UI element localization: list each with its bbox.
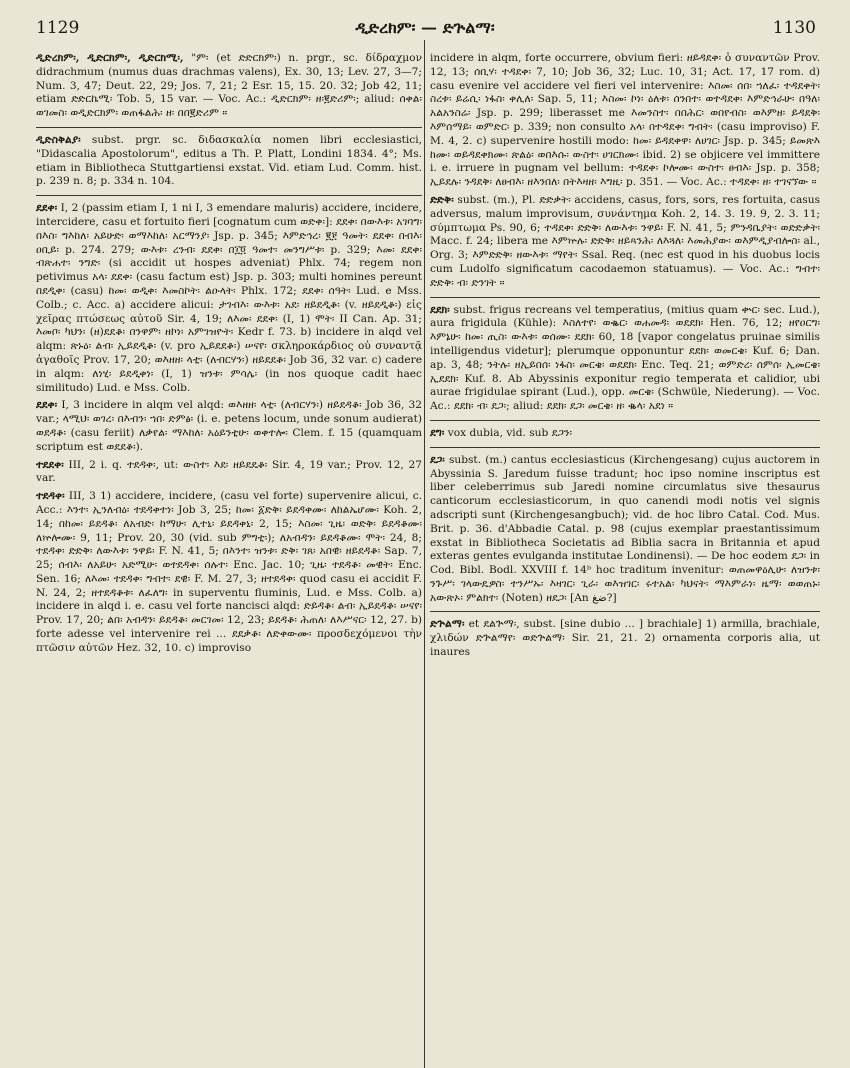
entry-headword: ድድቅ፡	[430, 193, 454, 206]
entry-text: subst. (m.), Pl. ድድቃት፡ accidens, casus, fors, sors, res fortuita, casus adversus, malum improvisum, συνάντημα Koh. 2, 14. 3. 19. 9, 2. 3. 11; σύμπτωμα Ps. 90, 6; ተዳደቀ፡ ድድቅ፡ ለውእቱ፡ ንዋይ፡ F. N. 41, 5; ምንዳቤያት፡ ወድድቃት፡ Macc. f. 24; libera me እምኵሉ፡ ድድቅ፡ ዘይጻንሕ፡ ለእጓለ፡ እመሕያው፡ ወእምዲያብሎስ፡ al., Org. 3; እምድድቅ፡ ዘውእቱ፡ ማየት፡ Ssal. Req. (nec est quod in his duobus locis cum Ludolfo significatum cacodaemon statuamus). — Voc. Ac.: ግብተ፡ ድድቅ፡ ብ፡ ድንገት ።	[430, 193, 820, 289]
dictionary-entry	[36, 459, 422, 487]
dictionary-entry	[430, 194, 820, 291]
entry-text: I, 2 (passim etiam I, 1 ni I, 3 emendare maluris) accidere, incidere, intercidere, casu et fortuito fieri [cognatum cum ወድቀ፡]: ደደቀ፡ በውእቱ፡ አገባግ፡ በእስ፡ ግእከለ፡ አይሁድ፡ ወማእከለ፡ አርማንያ፡ Jsp. p. 345; እምድኅረ፡ ፪፻ ዓመት፡ ደደቀ፡ በብእ፡ ዐቢይ፡ p. 274. 279; ውእቱ፡ ረንብ፡ ደደቀ፡ በ፲፬ ዓመተ፡ መንግሥቱ፡ p. 329; እመ፡ ደደቀ፡ ብጽሐተ፡ ንግድ፡ (si accidit ut hospes adveniat) Phlx. 74; regem non petivimus አላ፡ ደደቀ፡ (casu factum est) Jsp. p. 303; multi homines pereunt በደዲቀ፡ (casu) ከመ፡ ወዲቀ፡ እመስኮት፡ ልዑላት፡ Phlx. 172; ደደቀ፡ ሰዓት፡ Lud. e Mss. Colb.; c. Acc. a) accidere alicui: ታገብእ፡ ውእቱ፡ አደ፡ ዘይደዲቆ፡ (v. ዘይደዲቆ፡) εἰς χεῖρας πτώσεως αὐτοῦ Sir. 4, 19; ለእመ፡ ደደቀ፡ (I, 1) ሞት፡ II Can. Ap. 31; እመቦ፡ ካህን፡ (ዘ)ደደቆ፡ በንዋም፡ ዘኮነ፡ አምገዝዮት፡ Kedr f. 73. b) incidere in alqd vel alqm: ጽኑዕ፡ ልብ፡ ኢይደዲቆ፡ (v. pro ኢይደደቆ፡) ሠናየ፡ σκληροκάρδιος οὐ συναντᾷ ἀγαθοῖς Prov. 17, 20; ወእዘዘ፡ ላቲ፡ (ለብርሃን፡) ዘይደደቆ፡ Job 36, 32 var. c) cadere in alqm: ለነሂ፡ ይደዲቀነ፡ (I, 1) ዝንቱ፡ ምሳሌ፡ (in nos quoque cadit haec similitudo) Lud. e Mss. Colb.	[36, 202, 422, 394]
entry-separator	[36, 127, 422, 128]
right-page-number: 1130	[772, 18, 816, 38]
running-title: ዲድረክም፡ — ድጕልማ፡	[355, 18, 495, 37]
entry-headword: ተደደቀ፡	[36, 458, 64, 471]
right-column	[430, 52, 820, 1068]
entry-headword: ደደክ፡	[430, 303, 450, 316]
dictionary-entry	[430, 454, 820, 606]
dictionary-entry	[430, 304, 820, 414]
left-page-number: 1129	[36, 18, 80, 38]
entry-separator	[36, 195, 422, 196]
dictionary-entry	[36, 52, 422, 121]
entry-text: vox dubia, vid. sub ደጋን፡	[447, 426, 572, 439]
entry-text: III, 3 1) accidere, incidere, (casu vel forte) supervenire alicui, c. Acc.: እንተ፡ ኢንለብዕ፡ ተደዳቀተነ፡ Job 3, 25; ከመ፡ ፩ድቅ፡ ይደዳቀሙ፡ ለከልኤሆሙ፡ Koh. 2, 14; በከመ፡ ይደዳቆ፡ ለአብድ፡ ከማሁ፡ ሊተኒ፡ ይደዳቀኒ፡ 2, 15; እስመ፡ ጊዜ፡ ወድቅ፡ ይደዳቆሙ፡ ለኵሎሙ፡ 9, 11; Prov. 20, 30 (vid. sub ምግቲ፡); ለአብዳን፡ ይደዳቆሙ፡ ሞት፡ 24, 8; ተደዳቀ፡ ድድቅ፡ ለውእቱ፡ ንዋይ፡ F. N. 41, 5; በእንተ፡ ዝንቱ፡ ድቅ፡ ገጸ፡ አበዊ፡ ዘይደዳቆ፡ Sap. 7, 25; ሰብእ፡ ለአይሁ፡ አድሚሁ፡ ወተደዳቀ፡ ሰሉተ፡ Enc. Jac. 10; ጊዜ፡ ተደዳቆ፡ መዊት፡ Enc. Sen. 16; ለእመ፡ ተደዳቀ፡ ግብተ፡ ደዊ፡ F. M. 27, 3; ዘተደዳቀ፡ quod casu ei accidit F. N. 24, 2; ዘተደዳቆቱ፡ ለፈለግ፡ in superventu fluminis, Lud. e Mss. Colb. a) incidere in alqd i. e. casu vel forte nancisci alqd: ድይዳቆ፡ ልብ፡ ኢይደዳቆ፡ ሠናየ፡ Prov. 17, 20; ልበ፡ አብዳን፡ ይደዳቆ፡ መርገመ፡ 12, 23; ይደዳቆ፡ ሕጠለ፡ ለእሥናር፡ 12, 27. b) forte adesse vel intervenire rei ... ደደቃቆ፡ ለድቀውሙ፡ προσδεχόμενοι τὴν πτῶσιν αὐτῶν Hez. 32, 10. c) improviso	[36, 490, 422, 654]
left-column	[36, 52, 422, 1068]
entry-separator	[430, 447, 820, 448]
entry-headword: ደደቀ፡	[36, 202, 58, 215]
dictionary-entry	[36, 490, 422, 656]
entry-separator	[430, 420, 820, 421]
dictionary-entry-continued	[430, 52, 820, 190]
entry-text: subst. prgr. sc. διδασκαλία nomen libri ecclesiastici, "Didascalia Apostolorum", editus a Th. P. Platt, Londini 1834. 4°; Ms. etiam in Bibliotheca Stuttgartiensi exstat. Vid. etiam Lud. Comm. hist. p. 239 n. 8; p. 334 n. 104.	[36, 133, 422, 188]
entry-headword: ደጋ፡	[430, 453, 445, 466]
page-header	[0, 0, 850, 48]
entry-text: "ም፡ (et ድድርክም፡) n. prgr., sc. δίδραχμον didrachmum (numus duas drachmas valens), Ex. 30, 13; Lev. 27, 3—7; Num. 3, 47; Deut. 22, 29; Jos. 7, 21; 2 Esr. 15, 15. 20. 32; Job 42, 11; etiam ድድርኬሚ፡ Tob. 5, 15 var. — Voc. Ac.: ዲድርክም፡ ዘ፡፪ድሪም፡; aliud: ሰቀል፡ ወገመስ፡ ወዲድርክም፡ ወጠፋልሕ፡ ዘ፡ በበ፪ድሪም ።	[36, 52, 422, 120]
dictionary-entry	[430, 427, 820, 441]
entry-separator	[430, 297, 820, 298]
entry-text: I, 3 incidere in alqm vel alqd: ወእዘዘ፡ ላቲ፡ (ለብርሃን፡) ዘይደዳቆ፡ Job 36, 32 var.; ላሚህ፡ ወገረ፡ በእብን፡ ኀበ፡ ድምፅ፡ (i. e. petens locum, unde sonum audierat) ወደዳቆ፡ (casu feriit) ለቃየል፡ ማእከለ፡ አዕይንቲሁ፡ ወቀተሎ፡ Clem. f. 15 (quamquam scriptum est ወደደቆ፡).	[36, 399, 422, 453]
entry-headword: ደደቀ፡	[36, 399, 58, 412]
column-divider	[424, 40, 425, 1068]
entry-headword: ዲድስቅልያ፡	[36, 133, 81, 146]
entry-text: subst. frigus recreans vel temperatius, (mitius quam ቍር፡ sec. Lud.), aura frigidula (Kühle): እስለተየ፡ ወቈር፡ ወሐመዳ፡ ወደደክ፡ Hen. 76, 12; ዘየዐርግ፡ እምኔሁ፡ ከመ፡ ጢስ፡ ውእቱ፡ ወሰሙ፡ ደደክ፡ 60, 18 [vapor congelatus pruinae similis intelligendus videtur]; plerumque opponuntur ደደክ፡ ወመርቄ፡ Kuf. 6; Dan. ap. 3, 48; ንትሉ፡ ዘኢይበሰ፡ ነፋስ፡ መርቄ፡ ወደደክ፡ Enc. Teq. 21; ወምድረ፡ ሰምሰ፡ ኢመርቄ፡ ኢደደክ፡ Kuf. 8. Ab Abyssinis exponitur regio temperata et calidior, ubi aurae frigidulae spirant (Lud.), opp. መርቄ፡ (Schwüle, Niederung). — Voc. Ac.: ደደክ፡ ብ፡ ደጋ፡; aliud: ደደክ፡ ደጋ፡ መርቄ፡ ዘ፡ ቈላ፡ አደነ ።	[430, 303, 820, 413]
dictionary-entry	[430, 618, 820, 659]
entry-text: et ደልጕማ፡, subst. [sine dubio ... ] brachiale] 1) armilla, brachiale, χλιδών ድጕልማየ፡ ወድጕልማ፡ Sir. 21, 21. 2) ornamenta corporis alia, ut inaures	[430, 618, 820, 659]
dictionary-entry	[36, 134, 422, 189]
dictionary-entry	[36, 202, 422, 395]
entry-separator	[430, 611, 820, 612]
entry-text: III, 2 i. q. ተደዳቀ፡, ut: ውስተ፡ እደ፡ ዘይደዴቆ፡ Sir. 4, 19 var.; Prov. 12, 27 var.	[36, 458, 422, 485]
entry-headword: ድጕልማ፡	[430, 618, 465, 631]
entry-headword: ዲድረክም፡, ዲድርክም፡, ዲድርክሚ፡,	[36, 52, 184, 64]
entry-headword: ተደዳቀ፡	[36, 490, 65, 503]
entry-headword: ደግ፡	[430, 426, 445, 439]
entry-text: subst. (m.) cantus ecclesiasticus (Kirchengesang) cujus auctorem in Abyssinia S. Jaredum fuisse tradunt; hoc ipso nomine inscriptus est liber celeberrimus sub Jaredi nomine circumlatus sive thesaurus canticorum ecclesiasticorum, in quo canendi modi notis vel signis adscripti sunt (Kirchengesangbuch); vid. de hoc libro Catal. Cod. Mus. Brit. p. 36. d'Abbadie Catal. p. 98 (cujus exemplar praestantissimum exstat in Bibliotheca Societatis ad Biblia sacra in Britannia et apud exteras gentes evulganda institutae Londinensi). — De hoc eodem ደጋ፡ in Cod. Bibl. Bodl. XXVIII f. 14ᵇ hoc traditum invenitur: ወጠመዋዕሊሁ፡ ለዝንቱ፡ ንጉሥ፡ ገላውዴዎስ፡ ተንሥኡ፡ እዛገር፡ ጊራ፡ ወእዝገር፡ ሩተአል፡ ካህናት፡ ማእምራነ፡ ዜማ፡ ወወጠኑ፡ አውጽኦ፡ ምልክተ፡ (Noten) ዘደጋ፡ [An ضغ?]	[430, 453, 820, 604]
dictionary-entry	[36, 399, 422, 454]
entry-text: incidere in alqm, forte occurrere, obvium fieri: ዘይዳደቀ፡ ὁ συναντῶν Prov. 12, 13; ሰቢሃ፡ ተዳደቀ፡ 7, 10; Job 36, 32; Luc. 10, 31; Act. 17, 17 rom. d) casu evenire vel accidere vel fieri vel intervenire: እስመ፡ ሰበ፡ ኀለፈ፡ ተዳደቀት፡ ስረቱ፡ ይሬሲ፡ ነፋስ፡ ቀሊለ፡ Sap. 5, 11; እስመ፡ ኮነ፡ ዕለቱ፡ ሰንበተ፡ ወተዳደቀ፡ እምድኅራሁ፡ በዓለ፡ አልአንስሬ፡ Jsp. p. 299; liberasset me እመንስተ፡ በበሕር፡ ወበየብስ፡ ወእምዘ፡ ይዳደቅ፡ እምሰማይ፡ ወምድር፡ p. 339; non consulto አላ፡ በተዳደቀ፡ ግብት፡ (casu improviso) F. M. 4, 2. c) supervenire hostili modo: ከመ፡ ይዳደቀዋ፡ ለሀገር፡ Jsp. p. 345; ይመጽእ ከሙ፡ ወይዳደቀክሙ፡ ጽልዕ፡ ወበእሱ፡ ውስተ፡ ሀገርክሙ፡ ibid. 2) se objicere vel immittere i. e. irruere in pugnam vel bellum: ተዳደቀ፡ ኮሎሙ፡ ውስተ፡ ፀብእ፡ Jsp. p. 358; ኢይደሉ፡ ንዳደቅ፡ ለፀብእ፡ ዘእንበለ፡ በትእዛዘ፡ እግዚ፡ p. 351. — Voc. Ac.: ተዳደቀ፡ ዘ፡ ተገናኘው ።	[430, 52, 820, 189]
